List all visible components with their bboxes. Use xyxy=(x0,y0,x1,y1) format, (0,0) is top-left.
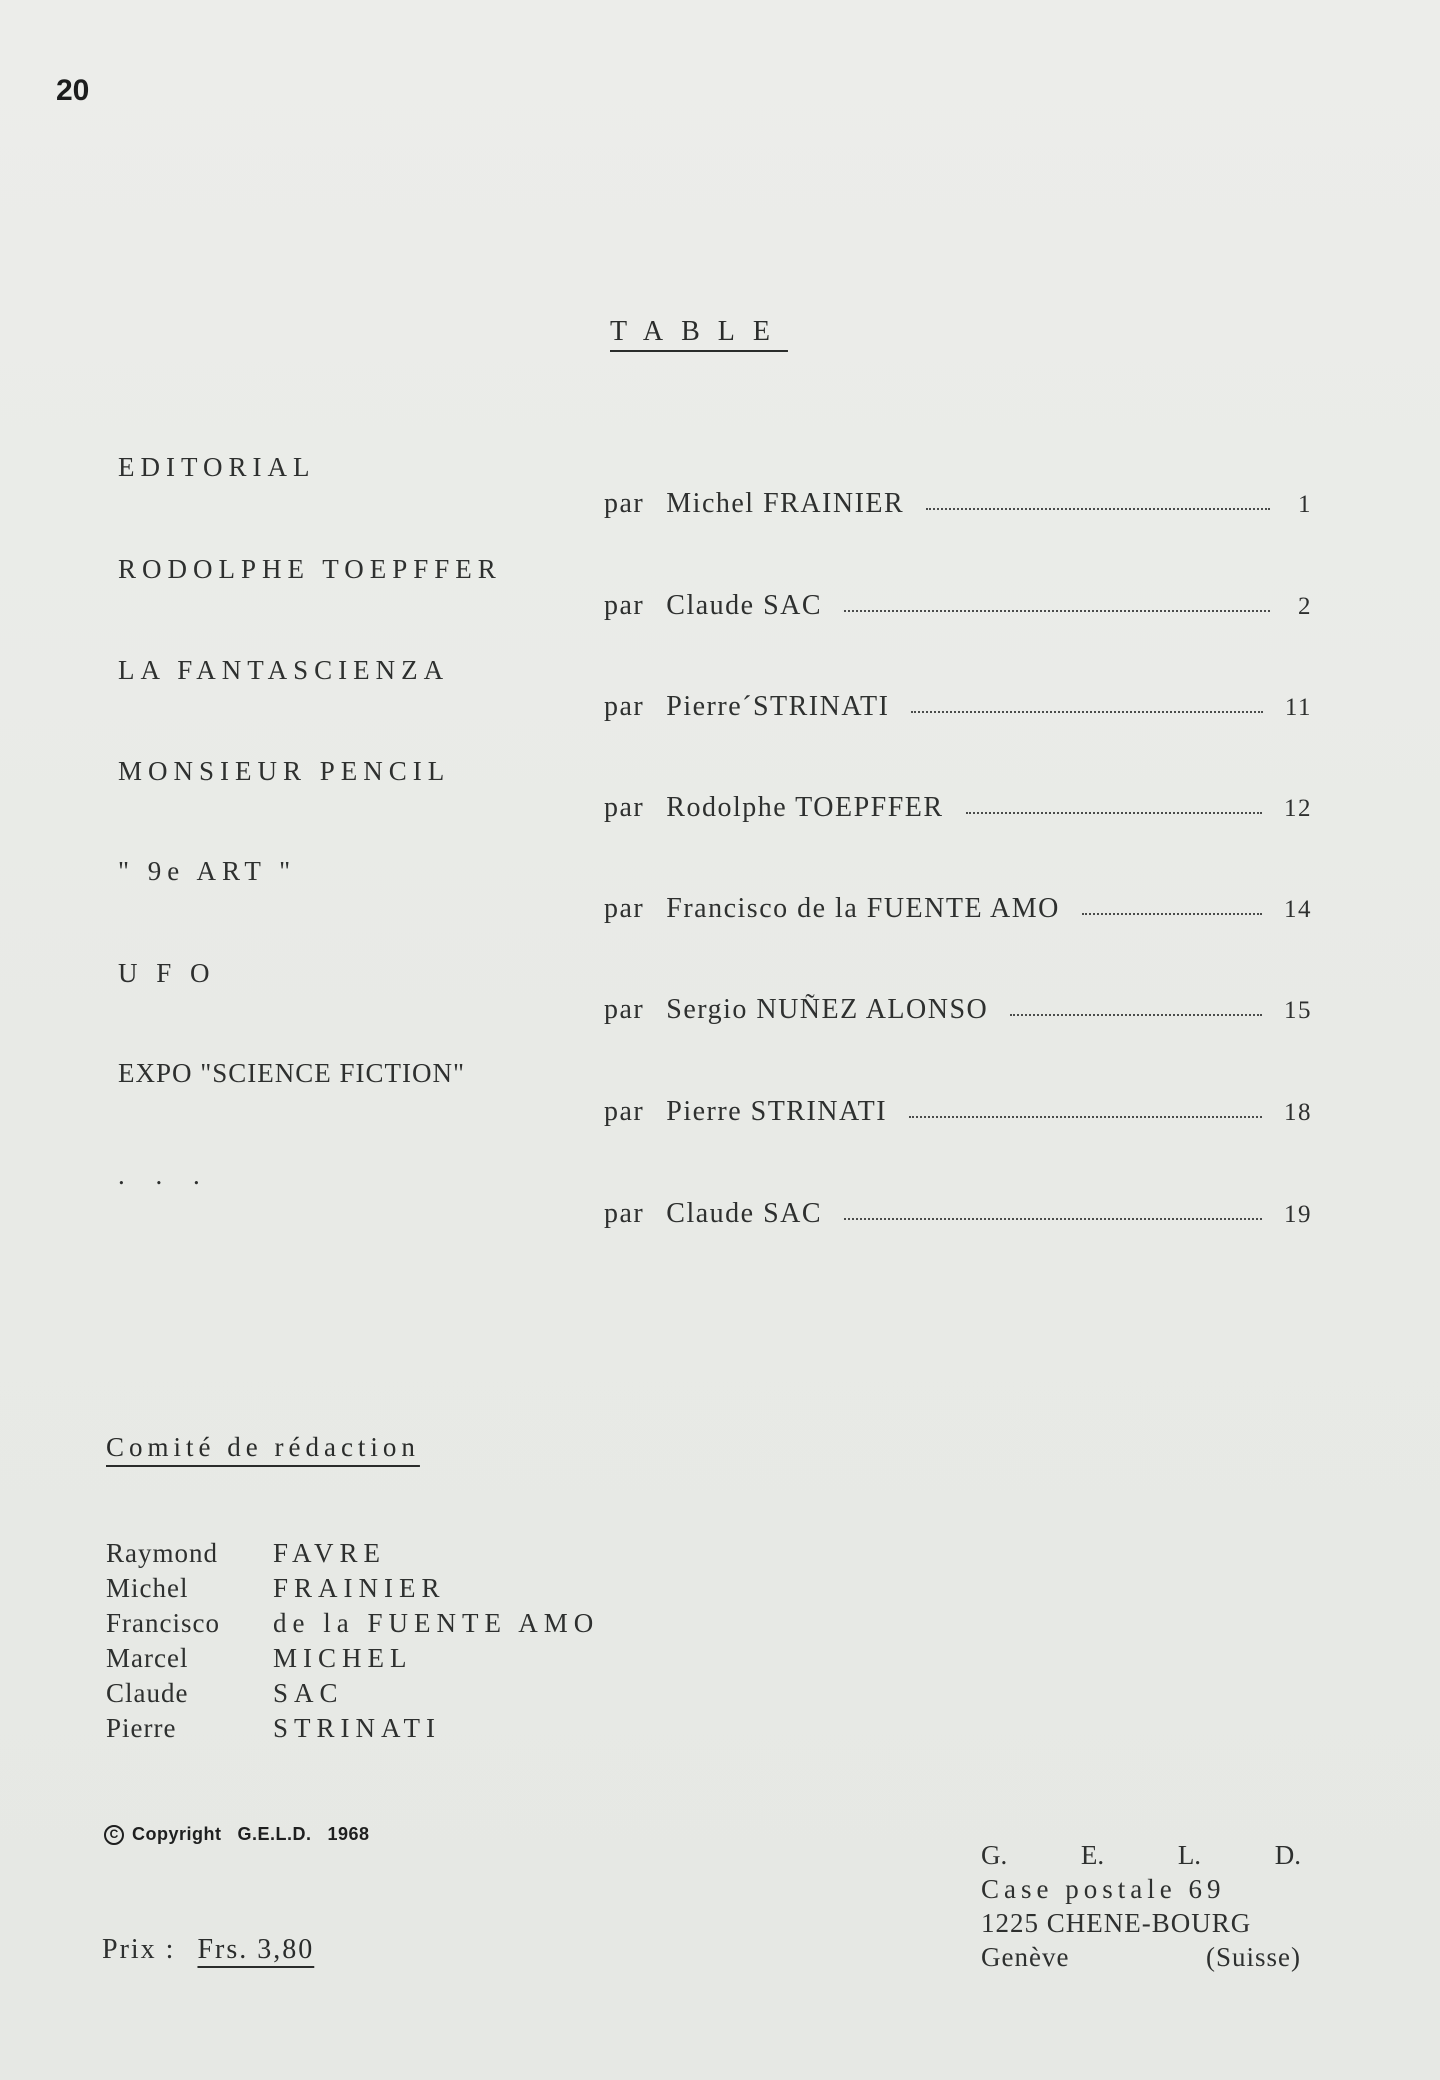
copyright-icon: C xyxy=(104,1825,124,1845)
toc-par-label: par xyxy=(604,994,645,1025)
toc-author: Rodolphe TOEPFFER xyxy=(666,792,944,823)
price-label: Prix : xyxy=(102,1934,176,1965)
toc-par-label: par xyxy=(604,488,645,519)
toc-par-label: par xyxy=(604,1096,645,1127)
committee-heading: Comité de rédaction xyxy=(106,1432,420,1462)
copyright-notice xyxy=(104,1824,370,1845)
dot-leader xyxy=(966,812,1262,814)
table-heading: TABLE xyxy=(610,316,788,347)
toc-author: Claude SAC xyxy=(666,590,823,621)
member-first-name: Raymond xyxy=(106,1538,218,1568)
toc-page-number: 12 xyxy=(1284,795,1312,822)
dot-leader xyxy=(844,1218,1262,1220)
member-first-name: Francisco xyxy=(106,1608,220,1638)
address-city-country xyxy=(981,1940,1301,1974)
toc-entry-title: EDITORIAL xyxy=(118,452,316,482)
copyright-holder: G.E.L.D. xyxy=(237,1824,312,1844)
toc-entry-byline xyxy=(604,792,1312,824)
toc-entry-byline xyxy=(604,691,1312,723)
copyright-year: 1968 xyxy=(327,1824,370,1844)
page-number: 20 xyxy=(56,74,90,107)
toc-entry-title: LA FANTASCIENZA xyxy=(118,655,450,685)
member-first-name: Claude xyxy=(106,1678,189,1708)
toc-entry-byline xyxy=(604,893,1312,925)
price-value: Frs. 3,80 xyxy=(197,1934,315,1965)
toc-par-label: par xyxy=(604,691,645,722)
copyright-text xyxy=(132,1824,370,1845)
toc-par-label: par xyxy=(604,1198,645,1229)
publisher-letter: G. xyxy=(981,1840,1008,1870)
toc-par-label: par xyxy=(604,590,645,621)
address-country: (Suisse) xyxy=(1206,1942,1301,1972)
member-last-name: FRAINIER xyxy=(273,1573,446,1603)
dot-leader xyxy=(1010,1014,1262,1016)
member-last-name: SAC xyxy=(273,1678,344,1708)
toc-page-number: 2 xyxy=(1298,593,1312,620)
committee-member xyxy=(106,1711,599,1746)
address-postal-city: 1225 CHENE-BOURG xyxy=(981,1908,1252,1938)
committee-member xyxy=(106,1571,599,1606)
member-last-name: FAVRE xyxy=(273,1538,387,1568)
toc-entry-title: RODOLPHE TOEPFFER xyxy=(118,554,502,584)
toc-entry-byline xyxy=(604,488,1312,520)
toc-entry-title: MONSIEUR PENCIL xyxy=(118,756,451,786)
committee-member xyxy=(106,1641,599,1676)
toc-author: Pierre STRINATI xyxy=(666,1096,888,1127)
toc-page-number: 14 xyxy=(1284,896,1312,923)
publisher-name xyxy=(981,1838,1301,1872)
toc-author: Claude SAC xyxy=(666,1198,823,1229)
publisher-letter: L. xyxy=(1177,1840,1202,1870)
dot-leader xyxy=(1082,913,1262,915)
toc-author: Pierre´STRINATI xyxy=(666,691,890,722)
toc-page-number: 18 xyxy=(1284,1099,1312,1126)
toc-entry-title: EXPO "SCIENCE FICTION" xyxy=(118,1058,466,1088)
committee-member xyxy=(106,1536,599,1571)
toc-author: Sergio NUÑEZ ALONSO xyxy=(666,994,989,1025)
member-last-name: STRINATI xyxy=(273,1713,441,1743)
dot-leader xyxy=(911,711,1263,713)
dot-leader xyxy=(844,610,1270,612)
member-first-name: Pierre xyxy=(106,1713,177,1743)
price xyxy=(102,1934,314,1966)
address-po-box: Case postale 69 xyxy=(981,1874,1226,1904)
publisher-letter: E. xyxy=(1080,1840,1105,1870)
committee-list xyxy=(106,1536,599,1746)
toc-entry-byline xyxy=(604,1198,1312,1230)
committee-member xyxy=(106,1676,599,1711)
dot-leader xyxy=(926,508,1270,510)
member-first-name: Michel xyxy=(106,1573,189,1603)
toc-par-label: par xyxy=(604,792,645,823)
toc-entry-title: U F O xyxy=(118,958,216,988)
address-city: Genève xyxy=(981,1942,1070,1972)
publisher-letter: D. xyxy=(1274,1840,1301,1870)
toc-entry-title: . . . xyxy=(118,1160,212,1190)
dot-leader xyxy=(909,1116,1262,1118)
member-last-name: de la FUENTE AMO xyxy=(273,1608,600,1638)
member-first-name: Marcel xyxy=(106,1643,189,1673)
copyright-label: Copyright xyxy=(132,1824,222,1844)
toc-par-label: par xyxy=(604,893,645,924)
toc-author: Francisco de la FUENTE AMO xyxy=(666,893,1060,924)
toc-entry-byline xyxy=(604,994,1312,1026)
toc-author: Michel FRAINIER xyxy=(666,488,905,519)
member-last-name: MICHEL xyxy=(273,1643,413,1673)
toc-entry-title: " 9e ART " xyxy=(118,856,297,886)
toc-page-number: 19 xyxy=(1284,1201,1312,1228)
toc-page-number: 11 xyxy=(1284,694,1312,721)
toc-entry-byline xyxy=(604,1096,1312,1128)
toc-page-number: 1 xyxy=(1298,491,1312,518)
committee-member xyxy=(106,1606,599,1641)
publisher-address xyxy=(981,1838,1301,1974)
toc-entry-byline xyxy=(604,590,1312,622)
toc-page-number: 15 xyxy=(1284,997,1312,1024)
